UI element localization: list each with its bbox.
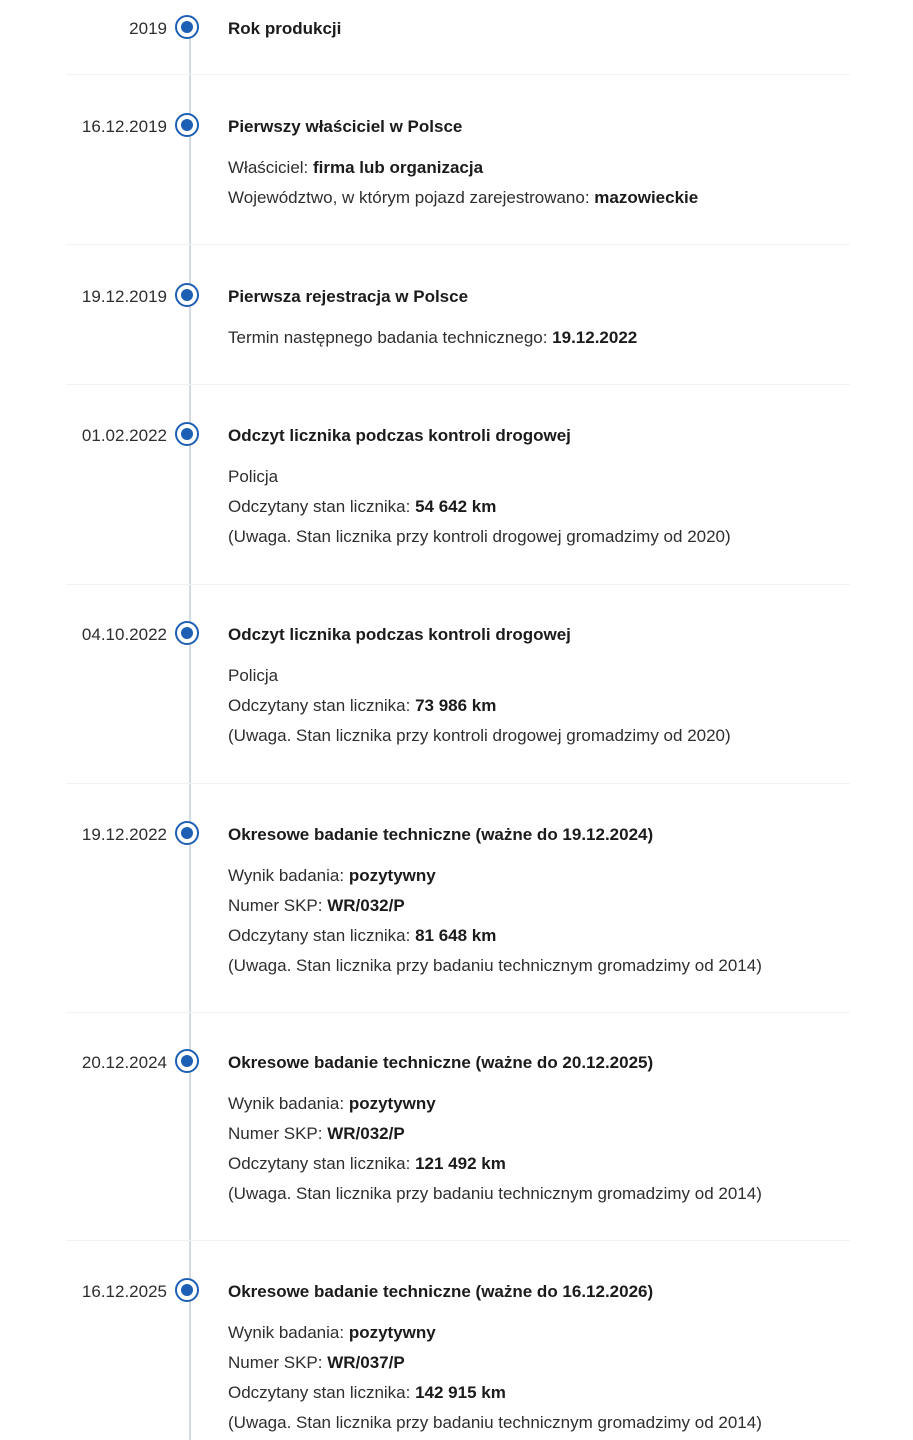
timeline-dot-icon [175,15,199,39]
detail-value: 121 492 km [415,1154,506,1173]
timeline-dot-icon [175,621,199,645]
detail-label: Wynik badania: [228,1094,349,1113]
timeline-dot-icon [175,821,199,845]
detail-odometer [228,492,888,522]
detail-label: Wynik badania: [228,866,349,885]
event-content [228,1277,888,1438]
timeline-dot-icon [175,283,199,307]
event-separator [66,1012,850,1013]
event-title: Okresowe badanie techniczne (ważne do 19.12.2024) [228,825,654,844]
detail-note [228,1408,888,1438]
detail-label: Numer SKP: [228,896,328,915]
detail-label: (Uwaga. Stan licznika przy badaniu technicznym gromadzimy od 2014) [228,956,762,975]
detail-label: Numer SKP: [228,1353,328,1372]
event-date: 19.12.2022 [81,825,167,844]
event-details [228,861,888,981]
event-separator [66,1240,850,1241]
detail-skp-number [228,1348,888,1378]
detail-result [228,1089,888,1119]
detail-value: firma lub organizacja [313,158,484,177]
event-details [228,661,888,751]
event-separator [66,74,850,75]
event-date: 20.12.2024 [81,1053,167,1072]
detail-value: 19.12.2022 [552,328,638,347]
detail-label: (Uwaga. Stan licznika przy kontroli drogowej gromadzimy od 2020) [228,527,731,546]
detail-value: pozytywny [348,1323,436,1342]
detail-label: Odczytany stan licznika: [228,1154,416,1173]
detail-label: Termin następnego badania technicznego: [228,328,553,347]
detail-label: Odczytany stan licznika: [228,1383,416,1402]
event-title: Odczyt licznika podczas kontroli drogowej [228,625,571,644]
event-title: Okresowe badanie techniczne (ważne do 16.12.2026) [228,1282,654,1301]
detail-result [228,1318,888,1348]
event-details [228,323,888,353]
detail-odometer [228,1378,888,1408]
detail-value: pozytywny [348,866,436,885]
event-date: 16.12.2019 [81,117,167,136]
detail-label: Odczytany stan licznika: [228,497,416,516]
event-separator [66,384,850,385]
event-separator [66,783,850,784]
event-date: 19.12.2019 [81,287,167,306]
detail-label: Policja [228,467,279,486]
detail-voivodeship [228,183,888,213]
detail-authority [228,661,888,691]
event-content [228,1048,888,1209]
timeline-line [189,36,191,1440]
timeline-dot-icon [175,1049,199,1073]
event-content [228,282,888,353]
detail-note [228,522,888,552]
event-title: Rok produkcji [228,19,342,38]
detail-label: Właściciel: [228,158,314,177]
detail-value: WR/037/P [327,1353,405,1372]
detail-odometer [228,691,888,721]
detail-note [228,1179,888,1209]
detail-result [228,861,888,891]
detail-value: pozytywny [348,1094,436,1113]
event-details [228,462,888,552]
detail-note [228,951,888,981]
event-details [228,1089,888,1209]
event-date: 2019 [129,19,167,38]
detail-value: mazowieckie [594,188,699,207]
event-content [228,620,888,751]
event-date: 16.12.2025 [81,1282,167,1301]
event-title: Odczyt licznika podczas kontroli drogowej [228,426,571,445]
detail-label: Województwo, w którym pojazd zarejestrowano: [228,188,595,207]
detail-value: 54 642 km [415,497,497,516]
detail-note [228,721,888,751]
detail-owner [228,153,888,183]
detail-label: (Uwaga. Stan licznika przy badaniu technicznym gromadzimy od 2014) [228,1184,762,1203]
event-content [228,421,888,552]
detail-skp-number [228,1119,888,1149]
detail-authority [228,462,888,492]
detail-value: WR/032/P [327,896,405,915]
event-date: 01.02.2022 [81,426,167,445]
detail-value: 81 648 km [415,926,497,945]
event-content [228,14,888,44]
detail-label: (Uwaga. Stan licznika przy kontroli drogowej gromadzimy od 2020) [228,726,731,745]
detail-value: 142 915 km [415,1383,506,1402]
detail-value: WR/032/P [327,1124,405,1143]
detail-label: Numer SKP: [228,1124,328,1143]
detail-odometer [228,1149,888,1179]
detail-label: Odczytany stan licznika: [228,926,416,945]
detail-next-inspection [228,323,888,353]
detail-value: 73 986 km [415,696,497,715]
event-details [228,1318,888,1438]
event-content [228,820,888,981]
event-title: Pierwsza rejestracja w Polsce [228,287,469,306]
detail-label: Odczytany stan licznika: [228,696,416,715]
timeline-dot-icon [175,1278,199,1302]
detail-label: Policja [228,666,279,685]
detail-skp-number [228,891,888,921]
event-content [228,112,888,213]
event-title: Okresowe badanie techniczne (ważne do 20.12.2025) [228,1053,654,1072]
detail-label: Wynik badania: [228,1323,349,1342]
event-title: Pierwszy właściciel w Polsce [228,117,463,136]
timeline-dot-icon [175,422,199,446]
detail-odometer [228,921,888,951]
timeline-dot-icon [175,113,199,137]
event-details [228,153,888,213]
event-separator [66,244,850,245]
detail-label: (Uwaga. Stan licznika przy badaniu technicznym gromadzimy od 2014) [228,1413,762,1432]
event-separator [66,584,850,585]
event-date: 04.10.2022 [81,625,167,644]
